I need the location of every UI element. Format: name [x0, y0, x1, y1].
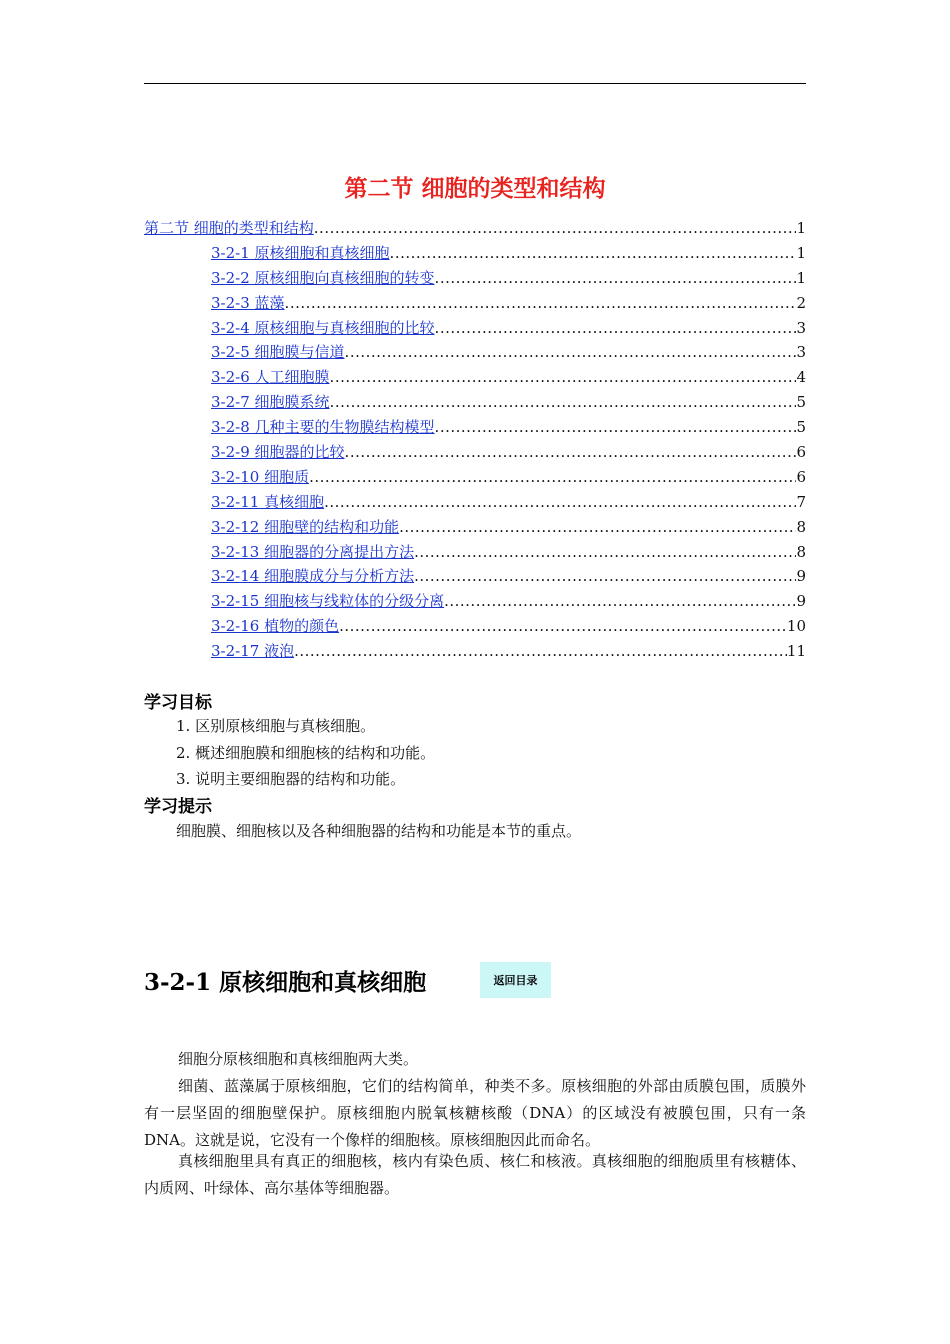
toc-link[interactable]: 3-2-8 几种主要的生物膜结构模型 [211, 418, 435, 437]
toc-link[interactable]: 3-2-4 原核细胞与真核细胞的比较 [211, 318, 435, 337]
toc-leader [345, 440, 797, 465]
toc-leader [314, 216, 797, 241]
toc-row [144, 440, 806, 465]
header-rule [144, 83, 806, 84]
tips-heading: 学习提示 [144, 797, 212, 817]
toc-row [144, 216, 806, 241]
goal-item: 1. 区别原核细胞与真核细胞。 [176, 717, 376, 735]
toc-row [144, 340, 806, 365]
goals-heading: 学习目标 [144, 693, 212, 713]
toc-leader [324, 490, 796, 515]
toc-link[interactable]: 3-2-14 细胞膜成分与分析方法 [211, 567, 415, 586]
toc-link[interactable]: 3-2-2 原核细胞向真核细胞的转变 [211, 268, 435, 287]
toc-page-number: 4 [796, 368, 806, 387]
toc-page-number: 8 [796, 542, 806, 561]
toc-leader [414, 564, 796, 589]
toc-leader [435, 316, 797, 341]
toc-leader [294, 639, 787, 664]
goals-list [176, 713, 435, 793]
toc-row [144, 316, 806, 341]
toc-link[interactable]: 3-2-7 细胞膜系统 [211, 393, 330, 412]
toc-row [144, 266, 806, 291]
toc-row [144, 465, 806, 490]
toc-link[interactable]: 3-2-10 细胞质 [211, 467, 310, 486]
toc-leader [285, 291, 797, 316]
toc-leader [330, 365, 797, 390]
toc-leader [345, 340, 797, 365]
toc-row [144, 564, 806, 589]
section-heading: 3-2-1 原核细胞和真核细胞 [144, 969, 427, 996]
toc-page-number: 3 [796, 318, 806, 337]
toc-leader [339, 614, 787, 639]
toc-leader [330, 390, 797, 415]
toc-link[interactable]: 第二节 细胞的类型和结构 [144, 219, 314, 237]
toc-leader [435, 266, 797, 291]
toc-row [144, 515, 806, 540]
toc-leader [309, 465, 796, 490]
toc-leader [435, 415, 797, 440]
toc-page-number: 8 [796, 517, 806, 536]
toc-link[interactable]: 3-2-11 真核细胞 [211, 492, 325, 511]
tips-text: 细胞膜、细胞核以及各种细胞器的结构和功能是本节的重点。 [176, 822, 582, 840]
toc-link[interactable]: 3-2-6 人工细胞膜 [211, 368, 330, 387]
toc-leader [399, 515, 796, 540]
toc-page-number: 11 [786, 642, 806, 661]
toc-link[interactable]: 3-2-13 细胞器的分离提出方法 [211, 542, 415, 561]
body-paragraph: 细菌、蓝藻属于原核细胞，它们的结构简单，种类不多。原核细胞的外部由质膜包围，质膜外有一层坚固的细胞壁保护。原核细胞内脱氧核糖核酸（DNA）的区域没有被膜包围，只有一条 DNA。这就是说，它没有一个像样的细胞核。原核细胞因此而命名。 [144, 1077, 806, 1149]
toc-link[interactable]: 3-2-9 细胞器的比较 [211, 443, 345, 462]
toc-row [144, 241, 806, 266]
page-title: 第二节 细胞的类型和结构 [344, 176, 606, 202]
toc-page-number: 5 [796, 418, 806, 437]
toc-page-number: 1 [796, 268, 806, 287]
toc-page-number: 9 [796, 592, 806, 611]
toc-page-number: 9 [796, 567, 806, 586]
body-paragraph: 细胞分原核细胞和真核细胞两大类。 [178, 1050, 419, 1068]
toc-page-number: 6 [796, 467, 806, 486]
table-of-contents [144, 216, 806, 664]
toc-page-number: 1 [796, 243, 806, 262]
toc-row [144, 639, 806, 664]
toc-page-number: 6 [796, 443, 806, 462]
toc-page-number: 1 [796, 219, 806, 237]
toc-leader [414, 540, 796, 565]
toc-row [144, 365, 806, 390]
toc-link[interactable]: 3-2-15 细胞核与线粒体的分级分离 [211, 592, 445, 611]
toc-row [144, 415, 806, 440]
toc-row [144, 490, 806, 515]
toc-page-number: 2 [796, 293, 806, 312]
toc-link[interactable]: 3-2-3 蓝藻 [211, 293, 285, 312]
back-to-toc-button[interactable]: 返回目录 [480, 962, 551, 998]
toc-page-number: 3 [796, 343, 806, 362]
body-paragraph: 真核细胞里具有真正的细胞核，核内有染色质、核仁和核液。真核细胞的细胞质里有核糖体、内质网、叶绿体、高尔基体等细胞器。 [144, 1152, 806, 1197]
toc-page-number: 7 [796, 492, 806, 511]
toc-row [144, 614, 806, 639]
toc-row [144, 589, 806, 614]
toc-link[interactable]: 3-2-17 液泡 [211, 642, 295, 661]
toc-link[interactable]: 3-2-12 细胞壁的结构和功能 [211, 517, 400, 536]
toc-link[interactable]: 3-2-5 细胞膜与信道 [211, 343, 345, 362]
toc-row [144, 390, 806, 415]
toc-leader [444, 589, 796, 614]
toc-row [144, 540, 806, 565]
toc-leader [390, 241, 797, 266]
goal-item: 3. 说明主要细胞器的结构和功能。 [176, 770, 406, 788]
toc-page-number: 10 [786, 617, 806, 636]
toc-link[interactable]: 3-2-1 原核细胞和真核细胞 [211, 243, 390, 262]
toc-row [144, 291, 806, 316]
goal-item: 2. 概述细胞膜和细胞核的结构和功能。 [176, 743, 436, 762]
toc-link[interactable]: 3-2-16 植物的颜色 [211, 617, 340, 636]
toc-page-number: 5 [796, 393, 806, 412]
